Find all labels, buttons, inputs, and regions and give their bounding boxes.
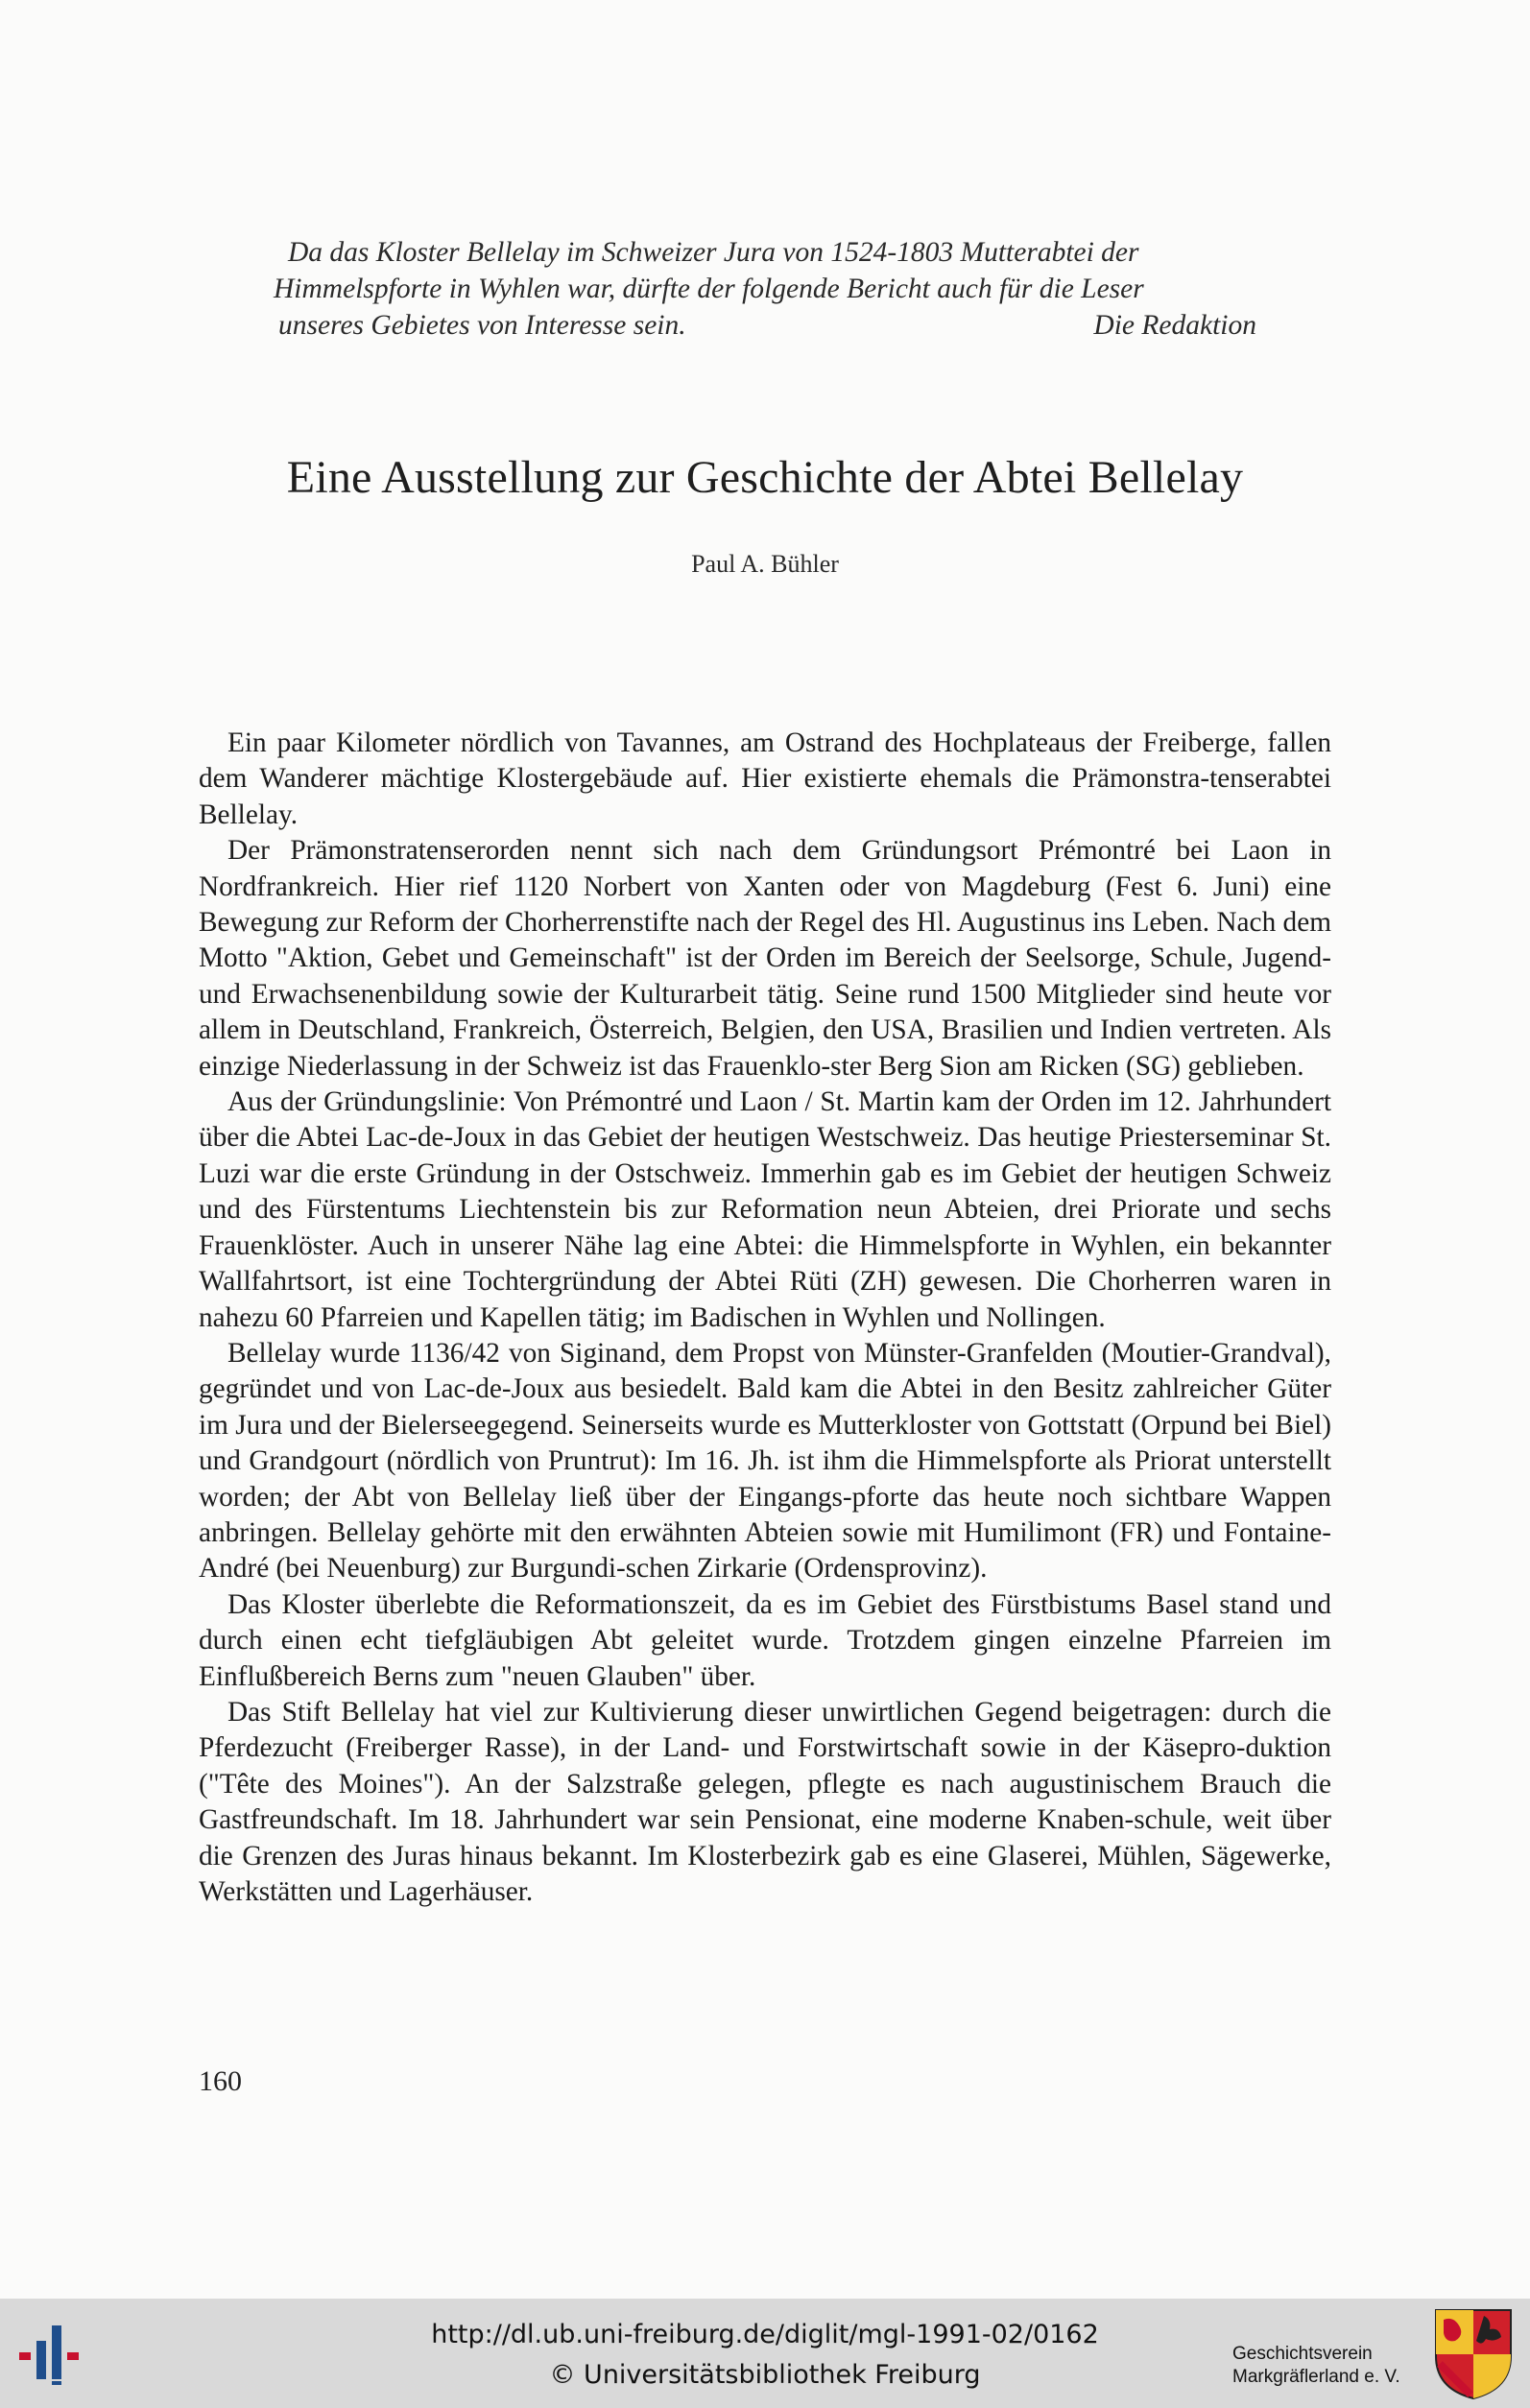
editorial-signature: Die Redaktion bbox=[1093, 310, 1256, 341]
article-body bbox=[199, 726, 1331, 1910]
paragraph: Aus der Gründungslinie: Von Prémontré und Laon / St. Martin kam der Orden im 12. Jahrhundert über die Abtei Lac-de-Joux in das Gebiet der heutigen Westschweiz. Das heutige Priesterseminar St. Luzi war die erste Gründung in der Ostschweiz. Immerhin gab es im Gebiet der heutigen Schweiz und des Fürstentums Liechtenstein bis zur Reformation neun Abteien, drei Priorate und sechs Frauenklöster. Auch in unserer Nähe lag eine Abtei: die Himmelspforte in Wyhlen, ein bekannter Wallfahrtsort, ist eine Tochtergründung der Abtei Rüti (ZH) gewesen. Die Chorherren waren in nahezu 60 Pfarreien und Kapellen tätig; im Badischen in Wyhlen und Nollingen. bbox=[199, 1086, 1331, 1333]
coat-of-arms-icon bbox=[1432, 2306, 1515, 2400]
paragraph: Bellelay wurde 1136/42 von Siginand, dem Propst von Münster-Granfelden (Moutier-Grandval), gegründet und von Lac-de-Joux aus besiedelt. Bald kam die Abtei in den Besitz zahlreicher Güter im Jura und der Bielerseegegend. Seinerseits wurde es Mutterkloster von Gottstatt (Orpund bei Biel) und Grandgourt (nördlich von Pruntrut): Im 16. Jh. ist ihm die Himmelspforte als Priorat unterstellt worden; der Abt von Bellelay ließ über der Eingangs-pforte das heute noch sichtbare Wappen anbringen. Bellelay gehörte mit den erwähnten Abteien sowie mit Humilimont (FR) und Fontaine-André (bei Neuenburg) zur Burgundi-schen Zirkarie (Ordensprovinz). bbox=[199, 1337, 1331, 1585]
editorial-note-line: Himmelspforte in Wyhlen war, dürfte der folgende Bericht auch für die Leser bbox=[274, 274, 1144, 304]
editorial-note-line: Da das Kloster Bellelay im Schweizer Jura von 1524-1803 Mutterabtei der bbox=[288, 237, 1139, 268]
organization-name-line: Markgräflerland e. V. bbox=[1232, 2367, 1400, 2387]
editorial-note-text: unseres Gebietes von Interesse sein. bbox=[278, 310, 686, 341]
paragraph: Ein paar Kilometer nördlich von Tavannes, am Ostrand des Hochplateaus der Freiberge, fallen dem Wanderer mächtige Klostergebäude auf. Hier existierte ehemals die Prämonstra-tenserabtei Bellelay. bbox=[199, 727, 1331, 830]
editorial-note bbox=[250, 234, 1257, 344]
paragraph: Der Prämonstratenserorden nennt sich nach dem Gründungsort Prémontré bei Laon in Nordfrankreich. Hier rief 1120 Norbert von Xanten oder von Magdeburg (Fest 6. Juni) eine Bewegung zur Reform der Chorherrenstifte nach der Regel des Hl. Augustinus ins Leben. Nach dem Motto "Aktion, Gebet und Gemeinschaft" ist der Orden im Bereich der Seelsorge, Schule, Jugend- und Erwachsenenbildung sowie der Kulturarbeit tätig. Seine rund 1500 Mitglieder sind heute vor allem in Deutschland, Frankreich, Österreich, Belgien, den USA, Brasilien und Indien vertreten. Als einzige Niederlassung in der Schweiz ist das Frauenklo-ster Berg Sion am Ricken (SG) geblieben. bbox=[199, 835, 1331, 1082]
article-author: Paul A. Bühler bbox=[691, 550, 839, 578]
footer-copyright: © Universitätsbibliothek Freiburg bbox=[549, 2360, 981, 2390]
footer-url-link[interactable]: http://dl.ub.uni-freiburg.de/diglit/mgl-1991-02/0162 bbox=[431, 2320, 1099, 2349]
footer-organization bbox=[1232, 2343, 1400, 2389]
paragraph: Das Kloster überlebte die Reformationszeit, da es im Gebiet des Fürstbistums Basel stand und durch einen echt tiefgläubigen Abt geleitet wurde. Trotzdem gingen einzelne Pfarreien im Einflußbereich Berns zum "neuen Glauben" über. bbox=[199, 1588, 1331, 1692]
article-title: Eine Ausstellung zur Geschichte der Abtei Bellelay bbox=[286, 452, 1244, 503]
footer-bar bbox=[0, 2299, 1530, 2408]
page-number: 160 bbox=[199, 2065, 242, 2097]
paragraph: Das Stift Bellelay hat viel zur Kultivierung dieser unwirtlichen Gegend beigetragen: durch die Pferdezucht (Freiberger Rasse), in der Land- und Forstwirtschaft sowie in der Käsepro-duktion ("Tête des Moines"). An der Salzstraße gelegen, pflegte es nach augustinischem Brauch die Gastfreundschaft. Im 18. Jahrhundert war sein Pensionat, eine moderne Knaben-schule, weit über die Grenzen des Juras hinaus bekannt. Im Klosterbezirk gab es eine Glaserei, Mühlen, Sägewerke, Werkstätten und Lagerhäuser. bbox=[199, 1696, 1331, 1907]
editorial-note-line bbox=[250, 307, 1257, 344]
organization-name-line: Geschichtsverein bbox=[1232, 2344, 1373, 2364]
